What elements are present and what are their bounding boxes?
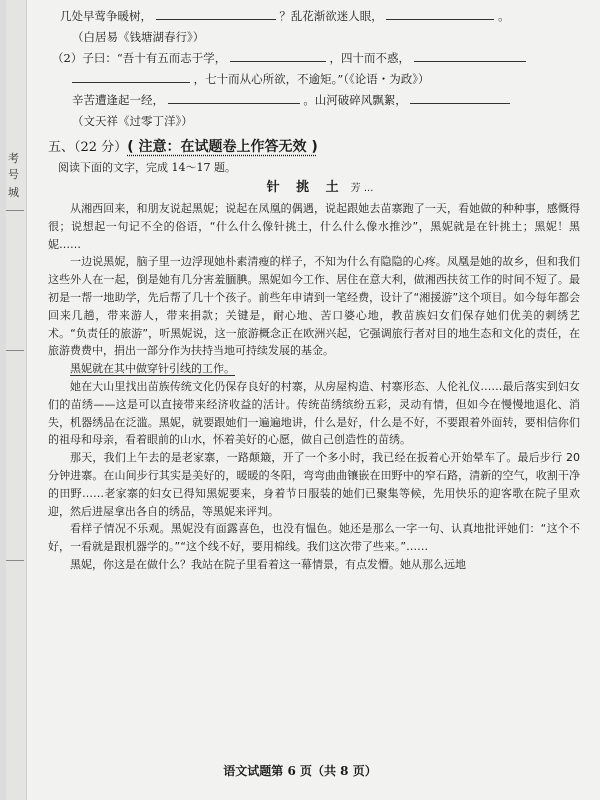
poem-source: （文天祥《过零丁洋》）: [72, 114, 193, 128]
section-number: 五、（22 分）: [48, 140, 128, 155]
section-instruction: 阅读下面的文字，完成 14～17 题。: [58, 161, 236, 174]
poem-text: ？乱花渐欲迷人眼，: [279, 9, 383, 23]
page-footer: 语文试题第 6 页（共 8 页）: [223, 764, 377, 778]
answer-blank: [386, 8, 494, 20]
answer-blank: [168, 92, 300, 104]
answer-blank: [410, 92, 510, 104]
question-text: ，七十而从心所欲，不逾矩。”（《论语・为政》）: [193, 72, 430, 86]
margin-char: 考: [8, 152, 19, 165]
poem-source: （白居易《钱塘湖春行》）: [72, 30, 205, 44]
page-content: [48, 6, 580, 574]
poem-text: 辛苦遭逢起一经，: [72, 93, 164, 107]
margin-char: 城: [8, 186, 19, 199]
paragraph: 那天，我们上午去的是老家寨，一路颠簸，开了一个多小时，我已经在扳着心开始晕车了。最后步行 20 分钟进寨。在山间步行其实是美好的，暖暖的冬阳，弯弯曲曲镶嵌在田野中的窄石路，清新的空气，收割干净的田野……老家寨的妇女已得知黑妮要来，身着节日服装的她们已聚集等候，先用快乐的迎客歌在院子里欢迎，然后进屋拿出各自的绣品，等黑妮来评判。: [48, 451, 580, 518]
binding-margin: [6, 0, 27, 800]
question-2-line-2: [60, 69, 580, 90]
margin-rule: [6, 560, 24, 561]
poem-line-1: [60, 6, 580, 27]
margin-rule: [6, 350, 24, 351]
margin-char: 号: [8, 168, 19, 181]
answer-blank: [72, 71, 190, 83]
paragraph: [48, 360, 580, 378]
answer-blank: [414, 50, 526, 62]
article-body: [48, 200, 580, 574]
paragraph: 看样子情况不乐观。黑妮没有面露喜色，也没有愠色。她还是那么一字一句、认真地批评她们：“这个不好，一看就是跟机器学的。”“这个线不好，要用棉线。我们这次带了些来。”……: [48, 522, 580, 554]
article-title-line: [60, 177, 580, 200]
article-author: 芳 ...: [350, 183, 374, 194]
paragraph: 她在大山里找出苗族传统文化仍保存良好的村寨，从房屋构造、村寨形态、人伦礼仪……最后落实到妇女们的苗绣——这是可以直接带来经济收益的活计。传统苗绣缤纷五彩，灵动有情，但如今在慢慢地退化、消失，机器绣品在泛滥。黑妮，就要跟她们一遍遍地讲，什么是好，什么是不好，不要跟着外面转，要相信你们的祖母和母亲，看着眼前的山水，怀着美好的心愿，做自己创造性的苗绣。: [48, 379, 580, 447]
poem-line-3: [60, 90, 580, 111]
margin-rule: [6, 210, 24, 211]
paragraph: 从湘西回来，和朋友说起黑妮；说起在凤凰的偶遇，说起跟她去苗寨跑了一天，看她做的种种事，感慨得很；说想起一句记不全的俗语，“什么什么像针挑土，什么什么像水推沙”，黑妮就是在针挑土；黑妮！黑妮……: [48, 202, 580, 251]
poem-text: 。: [498, 9, 510, 23]
poem-text: 。山河破碎风飘絮，: [303, 93, 407, 107]
question-text: ，四十而不惑，: [329, 51, 411, 65]
question-2-line-1: [52, 48, 580, 69]
answer-blank: [156, 8, 276, 20]
section-heading: [48, 136, 580, 159]
notice-text: ( 注意：在试题卷上作答无效 ): [127, 139, 318, 155]
paragraph: 黑妮，你这是在做什么？我站在院子里看着这一幕情景，有点发懵。她从那么远地: [70, 557, 466, 571]
answer-blank: [230, 50, 326, 62]
paragraph: 一边说黑妮，脑子里一边浮现她朴素清瘦的样子，不知为什么有隐隐的心疼。凤凰是她的故乡，但和我们这些外人在一起，倒是她有几分害羞腼腆。黑妮如今工作、居住在意大利，做湘西扶贫工作的时间不短了。最初是一帮一地助学，先后帮了几十个孩子。前些年申请到一笔经费，设计了“湘援游”这个项目。如今每年都会回来几趟，带来游人，带来捐款；关键是，耐心地、苦口婆心地，教苗族妇女们保存她们优美的刺绣艺术。“负责任的旅游”，听黑妮说，这一旅游概念正在欧洲兴起，它强调旅行者对目的地生态和文化的责任，在旅游费费中，捐出一部分作为扶持当地可持续发展的基金。: [48, 255, 580, 358]
question-text: （2）子曰：“吾十有五而志于学，: [52, 51, 227, 65]
underlined-sentence: 黑妮就在其中做穿针引线的工作。: [70, 362, 235, 376]
article-title: 针 挑 土: [266, 180, 345, 195]
poem-text: 几处早莺争暖树，: [60, 9, 152, 23]
